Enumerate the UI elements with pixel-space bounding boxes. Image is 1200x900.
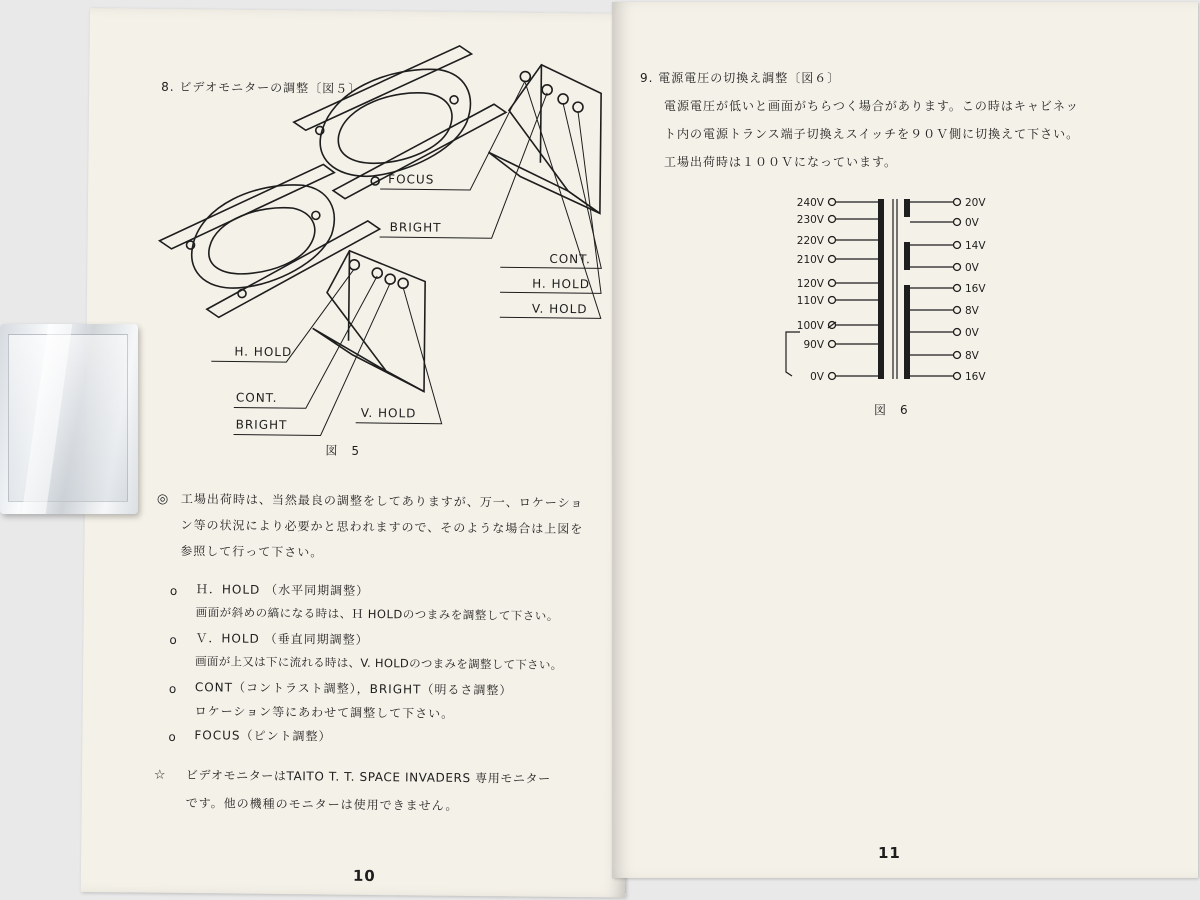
item-title: CONT（コントラスト調整），BRIGHT（明るさ調整） (194, 680, 513, 698)
label-h-hold-lower: H. HOLD (234, 344, 293, 360)
secondary-tap-label: 0V (965, 217, 979, 229)
primary-tap-terminal (829, 237, 836, 244)
bullet-mark: o (169, 632, 178, 647)
secondary-tap-terminal (954, 219, 961, 226)
secondary-tap-terminal (954, 352, 961, 359)
label-v-hold-lower: V. HOLD (360, 405, 417, 421)
section-9-heading: 9. 電源電圧の切換え調整〔図６〕 (640, 71, 841, 85)
page-number: 10 (352, 866, 376, 886)
label-focus: FOCUS (388, 172, 435, 187)
note-mark: ◎ (156, 491, 170, 507)
item-title: Ｈ．HOLD （水平同期調整） (195, 582, 370, 598)
bullet-mark: o (168, 729, 177, 744)
right-page (612, 2, 1198, 878)
core-secondary-1 (904, 199, 910, 217)
item-desc: 画面が上又は下に流れる時は、V. HOLDのつまみを調整して下さい。 (195, 654, 563, 672)
label-bright-upper: BRIGHT (389, 220, 442, 235)
figure-5-caption: 図 5 (325, 443, 361, 458)
primary-tap-label: 0V (810, 371, 824, 383)
secondary-tap-terminal (954, 285, 961, 292)
primary-tap-label: 240V (796, 197, 824, 209)
note-line-1: 工場出荷時は、当然最良の調整をしてありますが、万一、ロケーショ (180, 491, 584, 511)
secondary-tap-terminal (954, 373, 961, 380)
selector-wire (786, 332, 800, 339)
bullet-mark: o (168, 681, 178, 696)
secondary-tap-terminal (954, 242, 961, 249)
secondary-tap-label: 0V (965, 262, 979, 274)
core-secondary-2 (904, 242, 910, 270)
page-number: 11 (878, 844, 901, 862)
primary-tap-terminal (829, 373, 836, 380)
secondary-tap-label: 20V (965, 197, 986, 209)
primary-tap-label: 90V (803, 339, 824, 351)
primary-tap-label: 220V (796, 235, 824, 247)
core-primary (878, 199, 884, 379)
primary-tap-label: 100V (796, 320, 824, 332)
item-desc: ロケーション等にあわせて調整して下さい。 (194, 704, 455, 721)
primary-tap-terminal (829, 256, 836, 263)
star-line-2: です。他の機種のモニターは使用できません。 (185, 796, 459, 813)
star-line-1: ビデオモニターはTAITO T. T. SPACE INVADERS 専用モニター (185, 768, 551, 786)
secondary-tap-terminal (954, 264, 961, 271)
primary-tap-terminal (829, 280, 836, 287)
secondary-tap-label: 8V (965, 305, 979, 317)
label-h-hold-upper: H. HOLD (532, 276, 591, 292)
secondary-tap-label: 16V (965, 371, 986, 383)
note-line-3: 参照して行って下さい。 (180, 543, 324, 560)
left-page (81, 8, 635, 898)
figure-6-transformer-diagram (612, 2, 1198, 402)
figure-6-caption: 図 6 (874, 403, 909, 417)
primary-tap-label: 230V (796, 214, 824, 226)
primary-tap-terminal (829, 216, 836, 223)
item-desc: 画面が斜めの縞になる時は、Ｈ HOLDのつまみを調整して下さい。 (195, 605, 559, 623)
label-v-hold-upper: V. HOLD (531, 301, 588, 317)
primary-tap-label: 210V (796, 254, 824, 266)
acrylic-paperweight (0, 324, 138, 514)
section-8-heading: 8. ビデオモニターの調整〔図５〕 (161, 79, 362, 96)
primary-tap-label: 120V (796, 278, 824, 290)
figure-5-monitor-diagram (85, 8, 635, 458)
item-title: FOCUS（ピント調整） (194, 728, 332, 744)
secondary-tap-label: 8V (965, 350, 979, 362)
body-line-1: 電源電圧が低いと画面がちらつく場合があります。この時はキャビネッ (664, 99, 1079, 113)
primary-tap-terminal (829, 199, 836, 206)
primary-tap-terminal (829, 297, 836, 304)
primary-tap-label: 110V (796, 295, 824, 307)
label-cont-upper: CONT. (549, 251, 592, 267)
secondary-tap-label: 14V (965, 240, 986, 252)
secondary-tap-label: 0V (965, 327, 979, 339)
item-title: Ｖ．HOLD （垂直同期調整） (195, 631, 369, 647)
star-mark: ☆ (153, 767, 167, 783)
secondary-tap-terminal (954, 307, 961, 314)
secondary-tap-terminal (954, 199, 961, 206)
secondary-tap-terminal (954, 329, 961, 336)
note-line-2: ン等の状況により必要かと思われますので、そのような場合は上図を (180, 517, 584, 537)
core-secondary-3 (904, 285, 910, 379)
body-line-3: 工場出荷時は１００Ｖになっています。 (664, 155, 898, 169)
label-cont-lower: CONT. (235, 390, 278, 405)
body-line-2: ト内の電源トランス端子切換えスイッチを９０Ｖ側に切換えて下さい。 (664, 127, 1080, 141)
bullet-mark: o (169, 583, 179, 598)
secondary-tap-label: 16V (965, 283, 986, 295)
label-bright-lower: BRIGHT (235, 417, 288, 433)
primary-tap-terminal (829, 341, 836, 348)
selector-wire (786, 339, 792, 376)
